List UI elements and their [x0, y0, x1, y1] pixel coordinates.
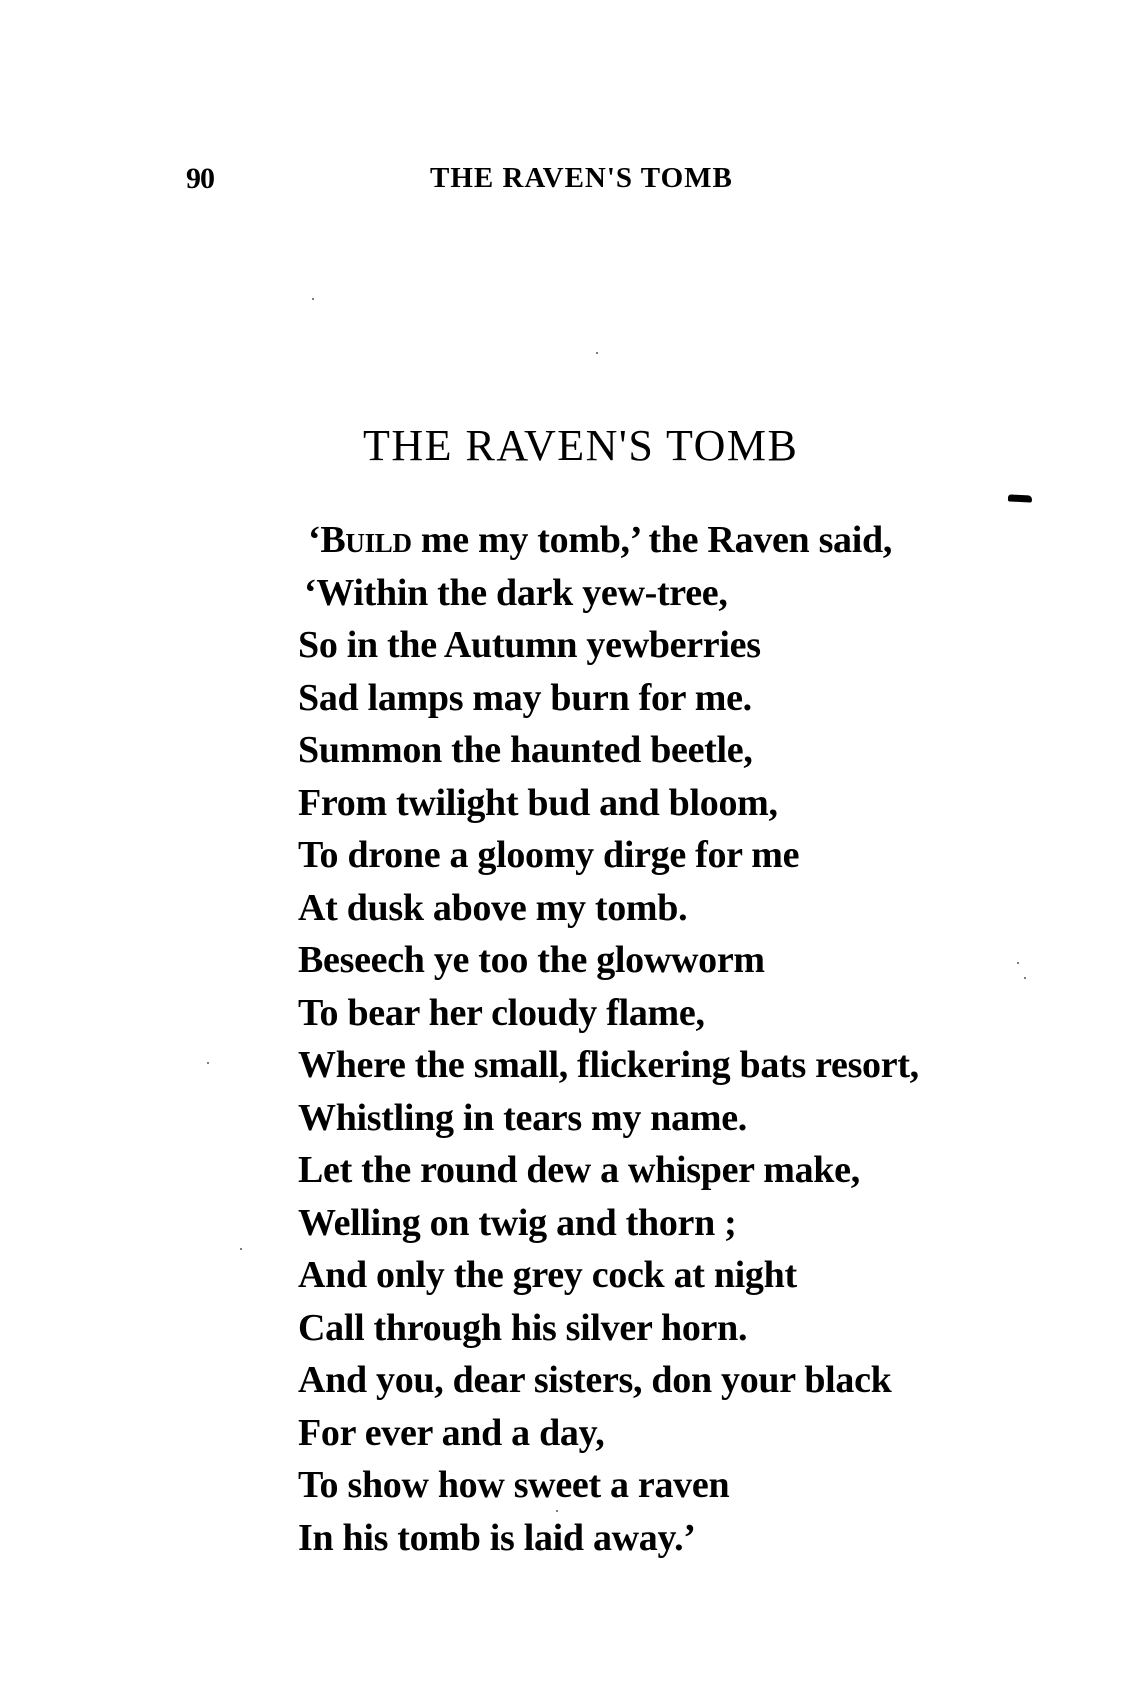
poem-line: Summon the haunted beetle, — [298, 729, 753, 771]
margin-mark — [1008, 494, 1032, 502]
poem-title: THE RAVEN'S TOMB — [363, 421, 799, 470]
poem-line: And you, dear sisters, don your black — [298, 1359, 892, 1401]
page-number: 90 — [186, 162, 214, 195]
poem-line: From twilight bud and bloom, — [298, 781, 778, 824]
poem-line: For ever and a day, — [298, 1411, 605, 1454]
speck — [596, 352, 598, 354]
poem-line: ‘Within the dark yew-tree, — [304, 571, 728, 614]
poem-line: To drone a gloomy dirge for me — [298, 834, 800, 876]
speck — [207, 1062, 209, 1064]
poem-line: Where the small, flickering bats resort, — [298, 1044, 919, 1086]
poem-line — [308, 514, 1058, 567]
poem-line: Call through his silver horn. — [298, 1306, 748, 1349]
poem-line: To bear her cloudy flame, — [298, 991, 705, 1034]
poem-line: Let the round dew a whisper make, — [298, 1149, 860, 1191]
poem-line: To show how sweet a raven — [298, 1464, 730, 1506]
running-head — [0, 162, 1121, 202]
poem-line: Beseech ye too the glowworm — [298, 939, 765, 981]
speck — [240, 1248, 242, 1250]
line-rest: me my tomb,’ the Raven said, — [411, 519, 893, 561]
poem-line: Whistling in tears my name. — [298, 1096, 747, 1139]
poem-line: So in the Autumn yewberries — [298, 624, 761, 666]
running-title: THE RAVEN'S TOMB — [430, 162, 733, 194]
speck — [312, 298, 314, 300]
poem-body — [298, 514, 1058, 1564]
poem-line: And only the grey cock at night — [298, 1254, 797, 1296]
poem-line: Welling on twig and thorn ; — [298, 1201, 737, 1244]
poem-line: At dusk above my tomb. — [298, 886, 688, 929]
poem-line: Sad lamps may burn for me. — [298, 676, 752, 719]
poem-line: In his tomb is laid away.’ — [298, 1516, 696, 1559]
drop-word: Build — [320, 519, 412, 561]
open-quote: ‘ — [308, 519, 321, 561]
